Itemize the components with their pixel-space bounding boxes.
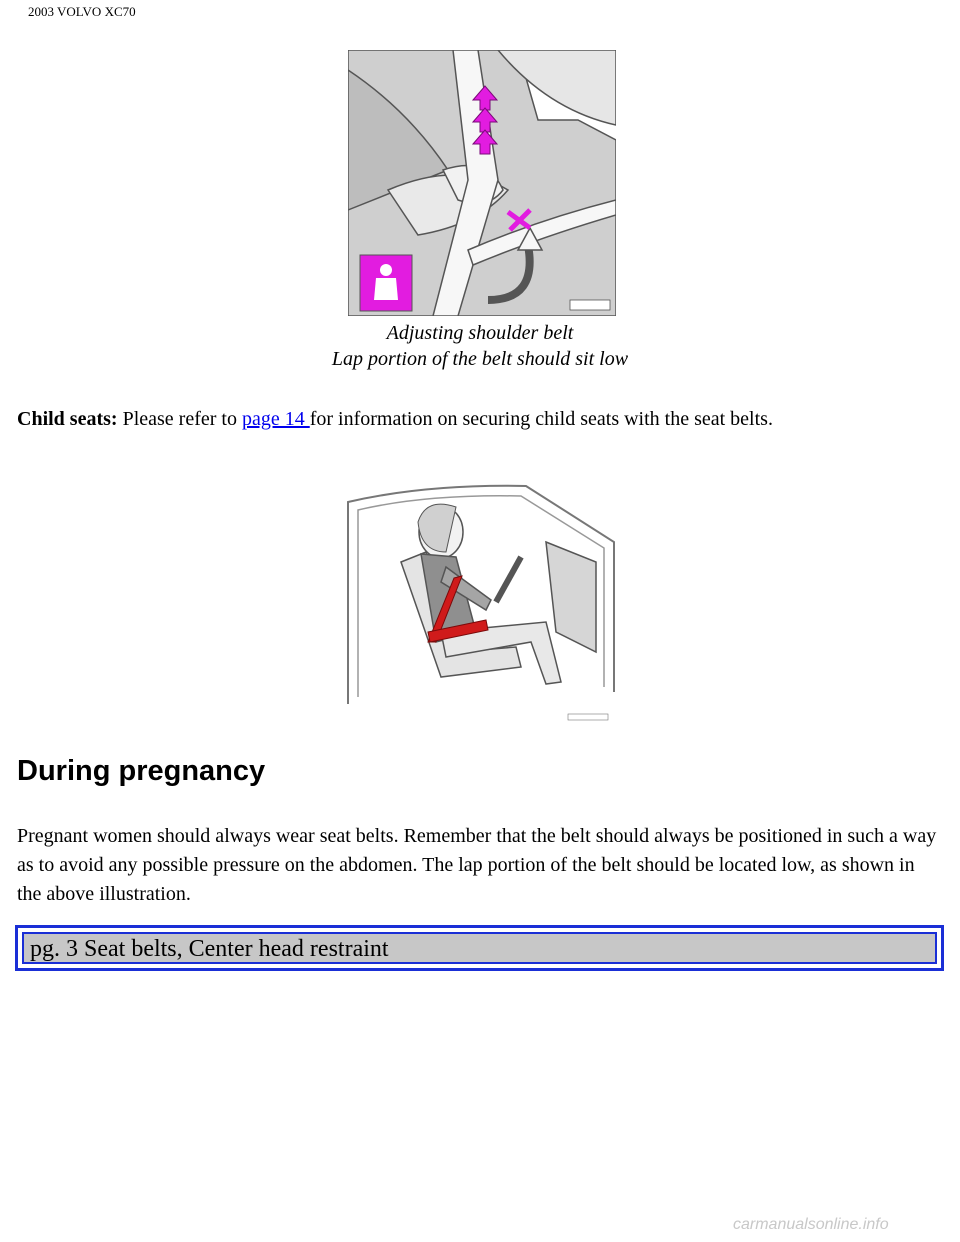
figure1-caption-line1: Adjusting shoulder belt <box>386 322 574 344</box>
child-seats-label: Child seats: <box>17 408 118 430</box>
document-title: 2003 VOLVO XC70 <box>28 4 136 19</box>
watermark: carmanualsonline.info <box>733 1216 889 1233</box>
child-seats-text-after: for information on securing child seats with the seat belts. <box>309 408 773 430</box>
pregnancy-paragraph: Pregnant women should always wear seat belts. Remember that the belt should always be positioned in such a way as to avoid any possible pressure on the abdomen. The lap portion of the belt should be located low, as shown in the above illustration. <box>17 825 937 905</box>
page-footer-nav[interactable] <box>15 925 944 971</box>
page-footer-label: pg. 3 Seat belts, Center head restraint <box>30 936 389 962</box>
pregnancy-heading: During pregnancy <box>17 755 266 787</box>
child-seats-paragraph <box>17 405 773 434</box>
figure1-caption-line2: Lap portion of the belt should sit low <box>331 348 629 370</box>
shoulder-belt-illustration <box>348 50 616 316</box>
child-seats-text-before: Please refer to <box>117 408 242 430</box>
page-14-link[interactable]: page 14 <box>241 408 310 430</box>
pregnancy-belt-illustration <box>346 482 616 724</box>
page-footer-label-box <box>22 932 937 964</box>
